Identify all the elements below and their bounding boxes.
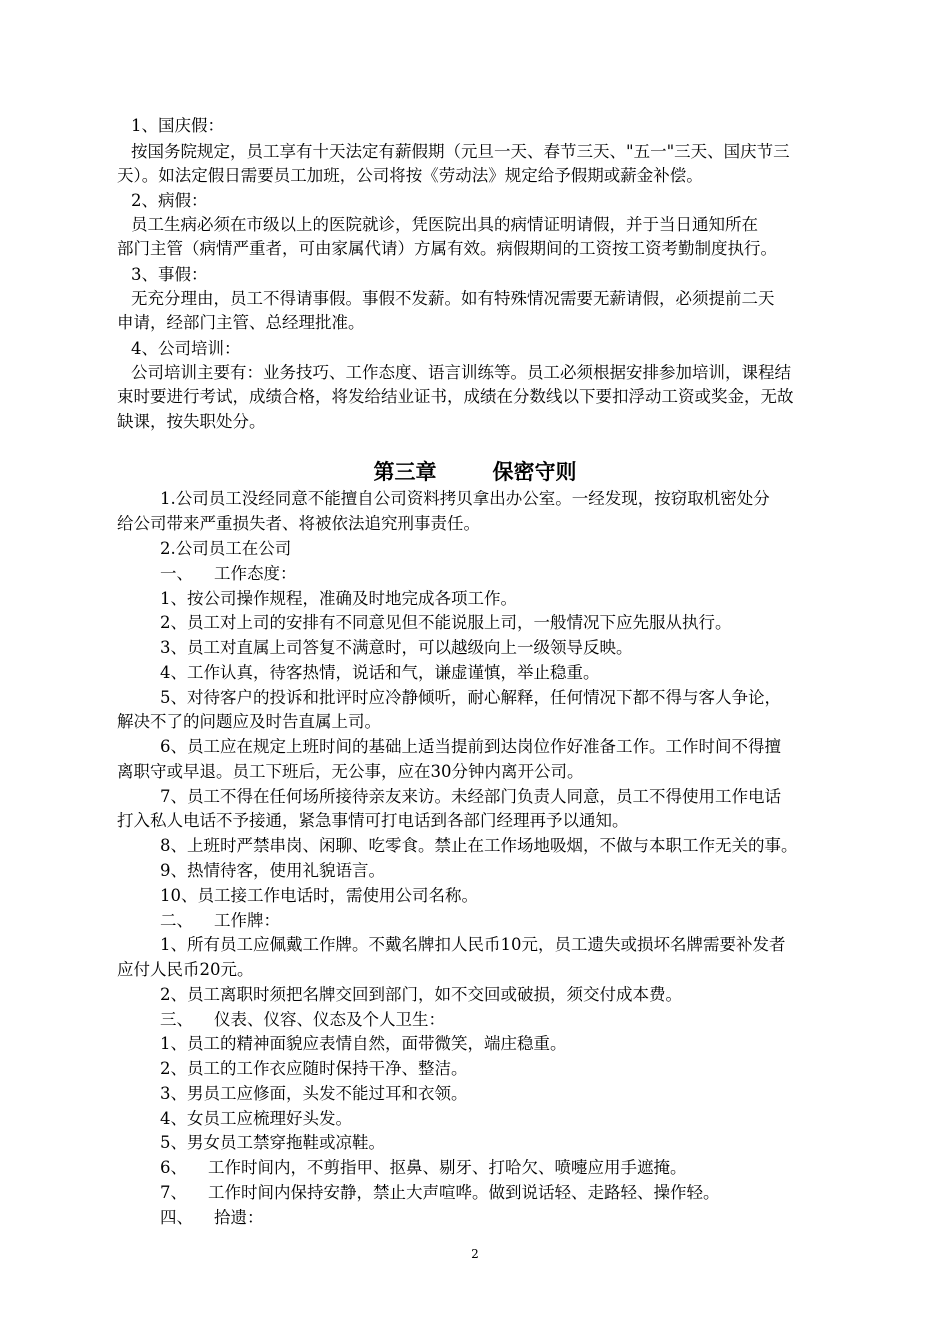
- paragraph-line: 部门主管（病情严重者，可由家属代请）方属有效。病假期间的工资按工资考勤制度执行。: [117, 239, 777, 258]
- list-item: 5、男女员工禁穿拖鞋或凉鞋。: [160, 1133, 385, 1152]
- paragraph-line: 离职守或早退。员工下班后，无公事，应在30分钟内离开公司。: [117, 762, 584, 781]
- paragraph-line: 天）。如法定假日需要员工加班，公司将按《劳动法》规定给予假期或薪金补偿。: [117, 166, 703, 185]
- item-personal-leave-heading: 3、事假：: [131, 265, 208, 284]
- list-item: 3、男员工应修面，头发不能过耳和衣领。: [160, 1084, 468, 1103]
- subsection-heading-lost-found: 四、 拾遗：: [160, 1208, 264, 1227]
- list-item: 6、 工作时间内，不剪指甲、抠鼻、剔牙、打哈欠、喷嚏应用手遮掩。: [160, 1158, 687, 1177]
- list-item: 2、员工离职时须把名牌交回到部门，如不交回或破损，须交付成本费。: [160, 985, 682, 1004]
- paragraph-line: 按国务院规定，员工享有十天法定有薪假期（元旦一天、春节三天、"五一"三天、国庆节三: [131, 142, 790, 161]
- list-item: 8、上班时严禁串岗、闲聊、吃零食。禁止在工作场地吸烟，不做与本职工作无关的事。: [160, 836, 798, 855]
- paragraph-line: 解决不了的问题应及时告直属上司。: [117, 712, 381, 731]
- paragraph-line: 无充分理由，员工不得请事假。事假不发薪。如有特殊情况需要无薪请假，必须提前二天: [131, 289, 775, 308]
- subsection-heading-attitude: 一、 工作态度：: [160, 564, 297, 583]
- paragraph-line: 1.公司员工没经同意不能擅自公司资料拷贝拿出办公室。一经发现，按窃取机密处分: [160, 489, 770, 508]
- list-item: 10、员工接工作电话时，需使用公司名称。: [160, 886, 478, 905]
- paragraph-line: 打入私人电话不予接通，紧急事情可打电话到各部门经理再予以通知。: [117, 811, 629, 830]
- list-item: 5、对待客户的投诉和批评时应冷静倾听，耐心解释，任何情况下都不得与客人争论，: [160, 688, 781, 707]
- paragraph-line: 缺课，按失职处分。: [117, 412, 266, 431]
- paragraph-line: 员工生病必须在市级以上的医院就诊，凭医院出具的病情证明请假，并于当日通知所在: [131, 215, 758, 234]
- chapter-number: 第三章: [373, 460, 437, 484]
- chapter-title: 保密守则: [492, 460, 577, 484]
- subsection-heading-badge: 二、 工作牌：: [160, 911, 280, 930]
- paragraph-line: 公司培训主要有：业务技巧、工作态度、语言训练等。员工必须根据安排参加培训，课程结: [131, 363, 791, 382]
- paragraph-line: 应付人民币20元。: [117, 960, 254, 979]
- list-item: 1、所有员工应佩戴工作牌。不戴名牌扣人民币10元，员工遗失或损坏名牌需要补发者: [160, 935, 786, 954]
- paragraph-line: 给公司带来严重损失者、将被依法追究刑事责任。: [117, 514, 480, 533]
- list-item: 7、员工不得在任何场所接待亲友来访。未经部门负责人同意，员工不得使用工作电话: [160, 787, 781, 806]
- list-item: 4、女员工应梳理好头发。: [160, 1109, 352, 1128]
- list-item: 9、热情待客，使用礼貌语言。: [160, 861, 385, 880]
- page-number: 2: [471, 1247, 479, 1261]
- item-national-day-heading: 1、国庆假：: [131, 116, 224, 135]
- list-item: 1、员工的精神面貌应表情自然，面带微笑，端庄稳重。: [160, 1034, 567, 1053]
- list-item: 1、按公司操作规程，准确及时地完成各项工作。: [160, 589, 517, 608]
- chapter-heading: [0, 458, 950, 486]
- list-item: 2、员工对上司的安排有不同意见但不能说服上司，一般情况下应先服从执行。: [160, 613, 732, 632]
- list-item: 3、员工对直属上司答复不满意时，可以越级向上一级领导反映。: [160, 638, 633, 657]
- list-item: 2、员工的工作衣应随时保持干净、整洁。: [160, 1059, 468, 1078]
- paragraph-line: 2.公司员工在公司: [160, 539, 292, 558]
- subsection-heading-appearance: 三、 仪表、仪容、仪态及个人卫生：: [160, 1010, 445, 1029]
- list-item: 7、 工作时间内保持安静，禁止大声喧哗。做到说话轻、走路轻、操作轻。: [160, 1183, 720, 1202]
- list-item: 6、员工应在规定上班时间的基础上适当提前到达岗位作好准备工作。工作时间不得擅: [160, 737, 781, 756]
- item-sick-leave-heading: 2、病假：: [131, 191, 208, 210]
- paragraph-line: 申请，经部门主管、总经理批准。: [117, 313, 365, 332]
- list-item: 4、工作认真，待客热情，说话和气，谦虚谨慎，举止稳重。: [160, 663, 600, 682]
- item-training-heading: 4、公司培训：: [131, 339, 241, 358]
- paragraph-line: 束时要进行考试，成绩合格，将发给结业证书，成绩在分数线以下要扣浮动工资或奖金，无故: [117, 387, 794, 406]
